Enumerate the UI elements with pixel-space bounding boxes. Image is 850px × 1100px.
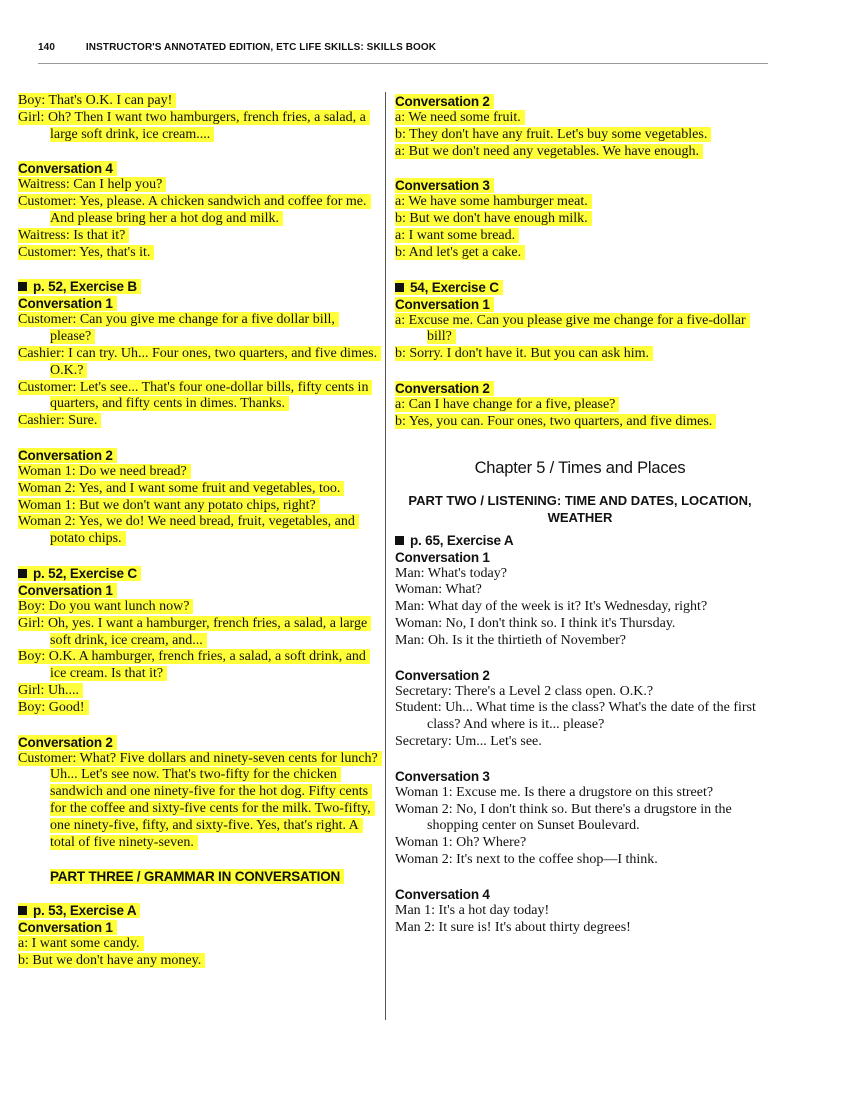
running-title: INSTRUCTOR'S ANNOTATED EDITION, ETC LIFE SKILLS: SKILLS BOOK bbox=[85, 42, 437, 53]
dialogue-line bbox=[395, 700, 765, 734]
dialogue-line bbox=[18, 649, 380, 683]
conversation-block bbox=[18, 447, 380, 548]
conversation-heading-text: Conversation 2 bbox=[18, 448, 117, 463]
conversation-heading bbox=[395, 886, 765, 903]
exercise-heading bbox=[18, 278, 380, 295]
part-heading bbox=[18, 868, 380, 885]
conversation-block bbox=[395, 279, 765, 363]
conversation-heading bbox=[18, 447, 380, 464]
exercise-heading-text: p. 53, Exercise A bbox=[18, 903, 140, 918]
dialogue-line bbox=[18, 312, 380, 346]
conversation-heading-text: Conversation 1 bbox=[395, 549, 490, 565]
part-heading-text: PART THREE / GRAMMAR IN CONVERSATION bbox=[50, 869, 344, 884]
dialogue-line-text: Woman 2: It's next to the coffee shop—I think. bbox=[395, 851, 658, 867]
exercise-heading-text: 54, Exercise C bbox=[395, 280, 503, 295]
dialogue-line-text: Customer: Can you give me change for a five dollar bill, please? bbox=[18, 312, 339, 344]
chapter-title: Chapter 5 / Times and Places bbox=[474, 458, 686, 477]
dialogue-line-text: a: I want some candy. bbox=[18, 936, 144, 951]
conversation-heading-text: Conversation 4 bbox=[18, 161, 117, 176]
dialogue-line bbox=[18, 228, 380, 245]
dialogue-line-text: Woman: No, I don't think so. I think it's Thursday. bbox=[395, 615, 676, 631]
dialogue-line-text: Man 1: It's a hot day today! bbox=[395, 902, 550, 918]
dialogue-line bbox=[395, 920, 765, 937]
dialogue-line bbox=[18, 380, 380, 414]
right-highlighted-section bbox=[395, 93, 765, 431]
dialogue-line-text: Woman 1: But we don't want any potato chips, right? bbox=[18, 498, 320, 513]
conversation-block bbox=[395, 177, 765, 261]
dialogue-line bbox=[18, 751, 380, 852]
exercise-heading bbox=[18, 565, 380, 582]
chapter-part-heading: PART TWO / LISTENING: TIME AND DATES, LOCATION, WEATHER bbox=[408, 492, 752, 525]
conversation-heading bbox=[395, 549, 765, 566]
dialogue-line bbox=[395, 211, 765, 228]
dialogue-line bbox=[18, 683, 380, 700]
conversation-heading-text: Conversation 2 bbox=[395, 381, 494, 396]
dialogue-line bbox=[18, 245, 380, 262]
conversation-heading-text: Conversation 3 bbox=[395, 178, 494, 193]
dialogue-line bbox=[18, 498, 380, 515]
dialogue-line bbox=[18, 413, 380, 430]
dialogue-line-text: b: But we don't have enough milk. bbox=[395, 211, 592, 226]
dialogue-line-text: Boy: O.K. A hamburger, french fries, a salad, a soft drink, and ice cream. Is that it? bbox=[18, 649, 370, 681]
conversation-heading-text: Conversation 1 bbox=[395, 297, 494, 312]
page-number: 140 bbox=[38, 42, 55, 53]
conversation-block bbox=[395, 667, 765, 751]
exercise-heading bbox=[18, 902, 380, 919]
conversation-heading-text: Conversation 4 bbox=[395, 886, 490, 902]
dialogue-line-text: a: I want some bread. bbox=[395, 228, 519, 243]
dialogue-line-text: a: Excuse me. Can you please give me change for a five-dollar bill? bbox=[395, 313, 750, 345]
conversation-block bbox=[18, 734, 380, 886]
dialogue-line bbox=[395, 633, 765, 650]
dialogue-line bbox=[18, 464, 380, 481]
dialogue-line-text: Cashier: I can try. Uh... Four ones, two quarters, and five dimes. O.K.? bbox=[18, 346, 381, 378]
conversation-block bbox=[18, 278, 380, 430]
conversation-heading bbox=[18, 160, 380, 177]
conversation-heading bbox=[18, 734, 380, 751]
dialogue-line-text: Woman 1: Oh? Where? bbox=[395, 835, 527, 851]
dialogue-line bbox=[395, 852, 765, 869]
conversation-heading bbox=[395, 768, 765, 785]
column-divider bbox=[385, 92, 386, 1020]
dialogue-line bbox=[18, 194, 380, 228]
exercise-heading-text: p. 52, Exercise B bbox=[18, 279, 141, 294]
dialogue-line bbox=[395, 903, 765, 920]
exercise-heading bbox=[395, 532, 765, 549]
dialogue-line-text: Cashier: Sure. bbox=[18, 413, 101, 428]
dialogue-line-text: Girl: Oh, yes. I want a hamburger, french fries, a salad, a large soft drink, ice cream, and... bbox=[18, 616, 371, 648]
dialogue-line-text: Man: What's today? bbox=[395, 565, 507, 581]
conversation-heading-text: Conversation 2 bbox=[395, 94, 494, 109]
dialogue-line bbox=[395, 127, 765, 144]
dialogue-line bbox=[18, 953, 380, 970]
conversation-block bbox=[18, 902, 380, 970]
dialogue-line bbox=[395, 599, 765, 616]
dialogue-line bbox=[18, 110, 380, 144]
square-bullet-icon bbox=[18, 282, 27, 291]
dialogue-line bbox=[395, 785, 765, 802]
conversation-block bbox=[395, 380, 765, 431]
dialogue-line bbox=[395, 228, 765, 245]
conversation-heading-text: Conversation 3 bbox=[395, 768, 490, 784]
dialogue-line bbox=[395, 194, 765, 211]
dialogue-line bbox=[18, 481, 380, 498]
dialogue-line bbox=[395, 582, 765, 599]
conversation-block bbox=[395, 768, 765, 869]
dialogue-line-text: Customer: Yes, please. A chicken sandwich and coffee for me. And please bring her a hot dog and milk. bbox=[18, 194, 371, 226]
dialogue-line-text: Woman 1: Do we need bread? bbox=[18, 464, 191, 479]
dialogue-line bbox=[395, 144, 765, 161]
dialogue-line-text: Woman 2: No, I don't think so. But there's a drugstore in the shopping center on Sunset Boulevard. bbox=[395, 801, 732, 834]
conversation-heading bbox=[18, 582, 380, 599]
exercise-heading-text: p. 65, Exercise A bbox=[395, 533, 513, 548]
dialogue-line-text: b: But we don't have any money. bbox=[18, 953, 205, 968]
conversation-heading-text: Conversation 1 bbox=[18, 296, 117, 311]
conversation-block bbox=[18, 565, 380, 717]
dialogue-line-text: a: We need some fruit. bbox=[395, 110, 525, 125]
dialogue-line bbox=[18, 346, 380, 380]
conversation-heading bbox=[18, 919, 380, 936]
dialogue-line-text: Man: Oh. Is it the thirtieth of November? bbox=[395, 632, 626, 648]
square-bullet-icon bbox=[395, 283, 404, 292]
dialogue-line-text: Woman 2: Yes, we do! We need bread, fruit, vegetables, and potato chips. bbox=[18, 514, 359, 546]
dialogue-line bbox=[395, 802, 765, 836]
dialogue-line bbox=[18, 177, 380, 194]
dialogue-line bbox=[18, 936, 380, 953]
conversation-heading-text: Conversation 1 bbox=[18, 583, 117, 598]
dialogue-line-text: b: Yes, you can. Four ones, two quarters, and five dimes. bbox=[395, 414, 716, 429]
dialogue-line-text: Customer: Let's see... That's four one-dollar bills, fifty cents in quarters, and fifty cents in dimes. Thanks. bbox=[18, 380, 372, 412]
conversation-heading bbox=[18, 295, 380, 312]
dialogue-line bbox=[395, 110, 765, 127]
dialogue-line bbox=[395, 734, 765, 751]
dialogue-line-text: Woman: What? bbox=[395, 582, 482, 598]
conversation-block bbox=[395, 532, 765, 650]
dialogue-line-text: Boy: Do you want lunch now? bbox=[18, 599, 193, 614]
dialogue-line bbox=[18, 514, 380, 548]
dialogue-line bbox=[395, 397, 765, 414]
dialogue-line-text: b: And let's get a cake. bbox=[395, 245, 525, 260]
conversation-block bbox=[18, 160, 380, 261]
conversation-heading bbox=[395, 667, 765, 684]
square-bullet-icon bbox=[18, 906, 27, 915]
dialogue-line-text: Girl: Oh? Then I want two hamburgers, french fries, a salad, a large soft drink, ice cream.... bbox=[18, 110, 370, 142]
dialogue-line-text: Boy: That's O.K. I can pay! bbox=[18, 93, 176, 108]
dialogue-line bbox=[395, 566, 765, 583]
dialogue-line-text: Secretary: There's a Level 2 class open. O.K.? bbox=[395, 683, 654, 699]
dialogue-line bbox=[395, 346, 765, 363]
conversation-block bbox=[18, 93, 380, 143]
dialogue-line bbox=[395, 616, 765, 633]
dialogue-line bbox=[18, 599, 380, 616]
conversation-heading-text: Conversation 1 bbox=[18, 920, 117, 935]
square-bullet-icon bbox=[18, 569, 27, 578]
dialogue-line-text: Girl: Uh.... bbox=[18, 683, 83, 698]
dialogue-line bbox=[395, 313, 765, 347]
dialogue-line-text: a: But we don't need any vegetables. We have enough. bbox=[395, 144, 703, 159]
dialogue-line-text: b: Sorry. I don't have it. But you can ask him. bbox=[395, 346, 653, 361]
dialogue-line bbox=[395, 414, 765, 431]
running-header bbox=[38, 42, 768, 64]
dialogue-line-text: Man 2: It sure is! It's about thirty degrees! bbox=[395, 919, 631, 935]
dialogue-line-text: a: We have some hamburger meat. bbox=[395, 194, 592, 209]
conversation-block bbox=[395, 886, 765, 937]
exercise-heading bbox=[395, 279, 765, 296]
conversation-heading-text: Conversation 2 bbox=[18, 735, 117, 750]
dialogue-line-text: Woman 2: Yes, and I want some fruit and vegetables, too. bbox=[18, 481, 344, 496]
conversation-block bbox=[395, 93, 765, 160]
dialogue-line-text: Woman 1: Excuse me. Is there a drugstore on this street? bbox=[395, 784, 714, 800]
left-column bbox=[18, 93, 380, 987]
conversation-heading bbox=[395, 296, 765, 313]
conversation-heading bbox=[395, 93, 765, 110]
dialogue-line-text: Student: Uh... What time is the class? What's the date of the first class? And where is it... please? bbox=[395, 700, 756, 733]
square-bullet-icon bbox=[395, 536, 404, 545]
dialogue-line-text: Waitress: Can I help you? bbox=[18, 177, 166, 192]
conversation-heading-text: Conversation 2 bbox=[395, 667, 490, 683]
exercise-heading-text: p. 52, Exercise C bbox=[18, 566, 141, 581]
right-column bbox=[395, 93, 765, 953]
dialogue-line-text: Customer: What? Five dollars and ninety-seven cents for lunch? Uh... Let's see now. That's two-fifty for the chicken sandwich and one ninety-five for the hot dog. Fifty cents for the coffee and sixty-five cents for the milk. Two-fifty, one ninety-five, fifty, and sixty-five. Yes, that's right. A total of five ninety-seven. bbox=[18, 751, 382, 850]
dialogue-line-text: b: They don't have any fruit. Let's buy some vegetables. bbox=[395, 127, 711, 142]
dialogue-line bbox=[395, 835, 765, 852]
dialogue-line-text: Customer: Yes, that's it. bbox=[18, 245, 154, 260]
dialogue-line bbox=[18, 93, 380, 110]
dialogue-line-text: Waitress: Is that it? bbox=[18, 228, 129, 243]
dialogue-line bbox=[18, 700, 380, 717]
dialogue-line bbox=[395, 684, 765, 701]
dialogue-line bbox=[18, 616, 380, 650]
dialogue-line-text: Boy: Good! bbox=[18, 700, 89, 715]
dialogue-line-text: Man: What day of the week is it? It's Wednesday, right? bbox=[395, 599, 708, 615]
conversation-heading bbox=[395, 177, 765, 194]
dialogue-line-text: a: Can I have change for a five, please? bbox=[395, 397, 619, 412]
right-plain-section bbox=[395, 532, 765, 937]
conversation-heading bbox=[395, 380, 765, 397]
dialogue-line bbox=[395, 245, 765, 262]
dialogue-line-text: Secretary: Um... Let's see. bbox=[395, 733, 542, 749]
